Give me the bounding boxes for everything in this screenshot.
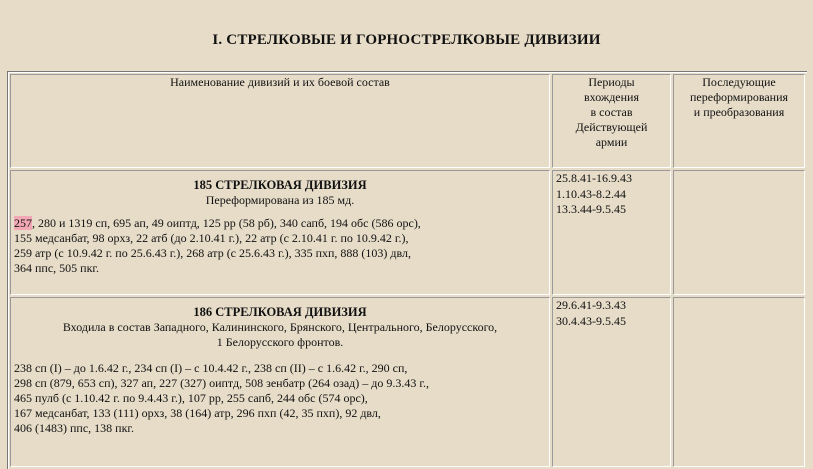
division-cell bbox=[10, 297, 550, 467]
composition-line: 238 сп (I) – до 1.6.42 г., 234 сп (I) – с 10.4.42 г., 238 сп (II) – с 1.6.42 г., 290 сп, bbox=[14, 361, 408, 375]
division-composition bbox=[14, 361, 546, 442]
division-title: 185 СТРЕЛКОВАЯ ДИВИЗИЯ bbox=[193, 178, 367, 192]
division-composition bbox=[14, 216, 546, 282]
division-title: 186 СТРЕЛКОВАЯ ДИВИЗИЯ bbox=[193, 305, 367, 319]
header-period-line: Периоды bbox=[588, 75, 635, 89]
composition-line bbox=[14, 216, 546, 231]
division-subtitle: 1 Белорусского фронтов. bbox=[216, 335, 344, 349]
page-title: I. СТРЕЛКОВЫЕ И ГОРНОСТРЕЛКОВЫЕ ДИВИЗИИ bbox=[212, 32, 601, 48]
division-cell bbox=[10, 170, 550, 295]
header-reform-cell bbox=[673, 74, 805, 168]
composition-line: 167 медсанбат, 133 (111) орхз, 38 (164) атр, 296 пхп (42, 35 пхп), 92 двл, bbox=[14, 406, 381, 420]
composition-line: 465 пулб (с 1.10.42 г. по 9.4.43 г.), 107 рр, 255 сапб, 244 обс (574 орс), bbox=[14, 391, 368, 405]
period-line: 1.10.43-8.2.44 bbox=[556, 186, 626, 201]
header-reform-line: Последующие bbox=[702, 75, 776, 89]
header-row bbox=[10, 74, 805, 168]
header-period-line: вхождения bbox=[584, 90, 639, 104]
composition-line: 155 медсанбат, 98 орхз, 22 атб (до 2.10.41 г.), 22 атр (с 2.10.41 г. по 10.9.42 г.), bbox=[14, 231, 409, 245]
composition-line: 259 атр (с 10.9.42 г. по 25.6.43 г.), 268 атр (с 25.6.43 г.), 335 пхп, 888 (103) двл, bbox=[14, 246, 412, 260]
header-name-cell bbox=[10, 74, 550, 168]
header-name-label: Наименование дивизий и их боевой состав bbox=[170, 75, 390, 89]
period-line: 13.3.44-9.5.45 bbox=[556, 202, 626, 216]
highlighted-text[interactable]: 257 bbox=[14, 216, 32, 230]
periods-cell bbox=[552, 297, 671, 467]
composition-line: 364 ппс, 505 пкг. bbox=[14, 261, 99, 275]
division-subtitle: Переформирована из 185 мд. bbox=[205, 193, 355, 207]
division-subtitle: Входила в состав Западного, Калининского, Брянского, Центрального, Белорусского, bbox=[62, 320, 498, 334]
composition-line: 298 сп (879, 653 сп), 327 ап, 227 (327) оиптд, 508 зенбатр (264 озад) – до 9.3.43 г., bbox=[14, 376, 429, 390]
periods-cell bbox=[552, 170, 671, 295]
header-reform-line: и преобразования bbox=[693, 105, 785, 119]
divisions-table bbox=[7, 71, 807, 469]
header-period-line: армии bbox=[595, 135, 628, 149]
header-period-cell bbox=[552, 74, 671, 168]
table-row bbox=[10, 170, 805, 295]
composition-line: 406 (1483) ппс, 138 пкг. bbox=[14, 421, 134, 435]
reform-cell bbox=[673, 170, 805, 295]
header-reform-line: переформирования bbox=[689, 90, 789, 104]
period-line: 30.4.43-9.5.45 bbox=[556, 313, 626, 328]
table-row bbox=[10, 297, 805, 467]
period-line: 29.6.41-9.3.43 bbox=[556, 298, 626, 312]
reform-cell bbox=[673, 297, 805, 467]
header-period-line: Действующей bbox=[575, 120, 648, 134]
period-line: 25.8.41-16.9.43 bbox=[556, 171, 632, 185]
composition-text: , 280 и 1319 сп, 695 ап, 49 оиптд, 125 рр (58 рб), 340 сапб, 194 обс (586 орс), bbox=[32, 216, 421, 230]
header-period-line: в состав bbox=[590, 105, 633, 119]
